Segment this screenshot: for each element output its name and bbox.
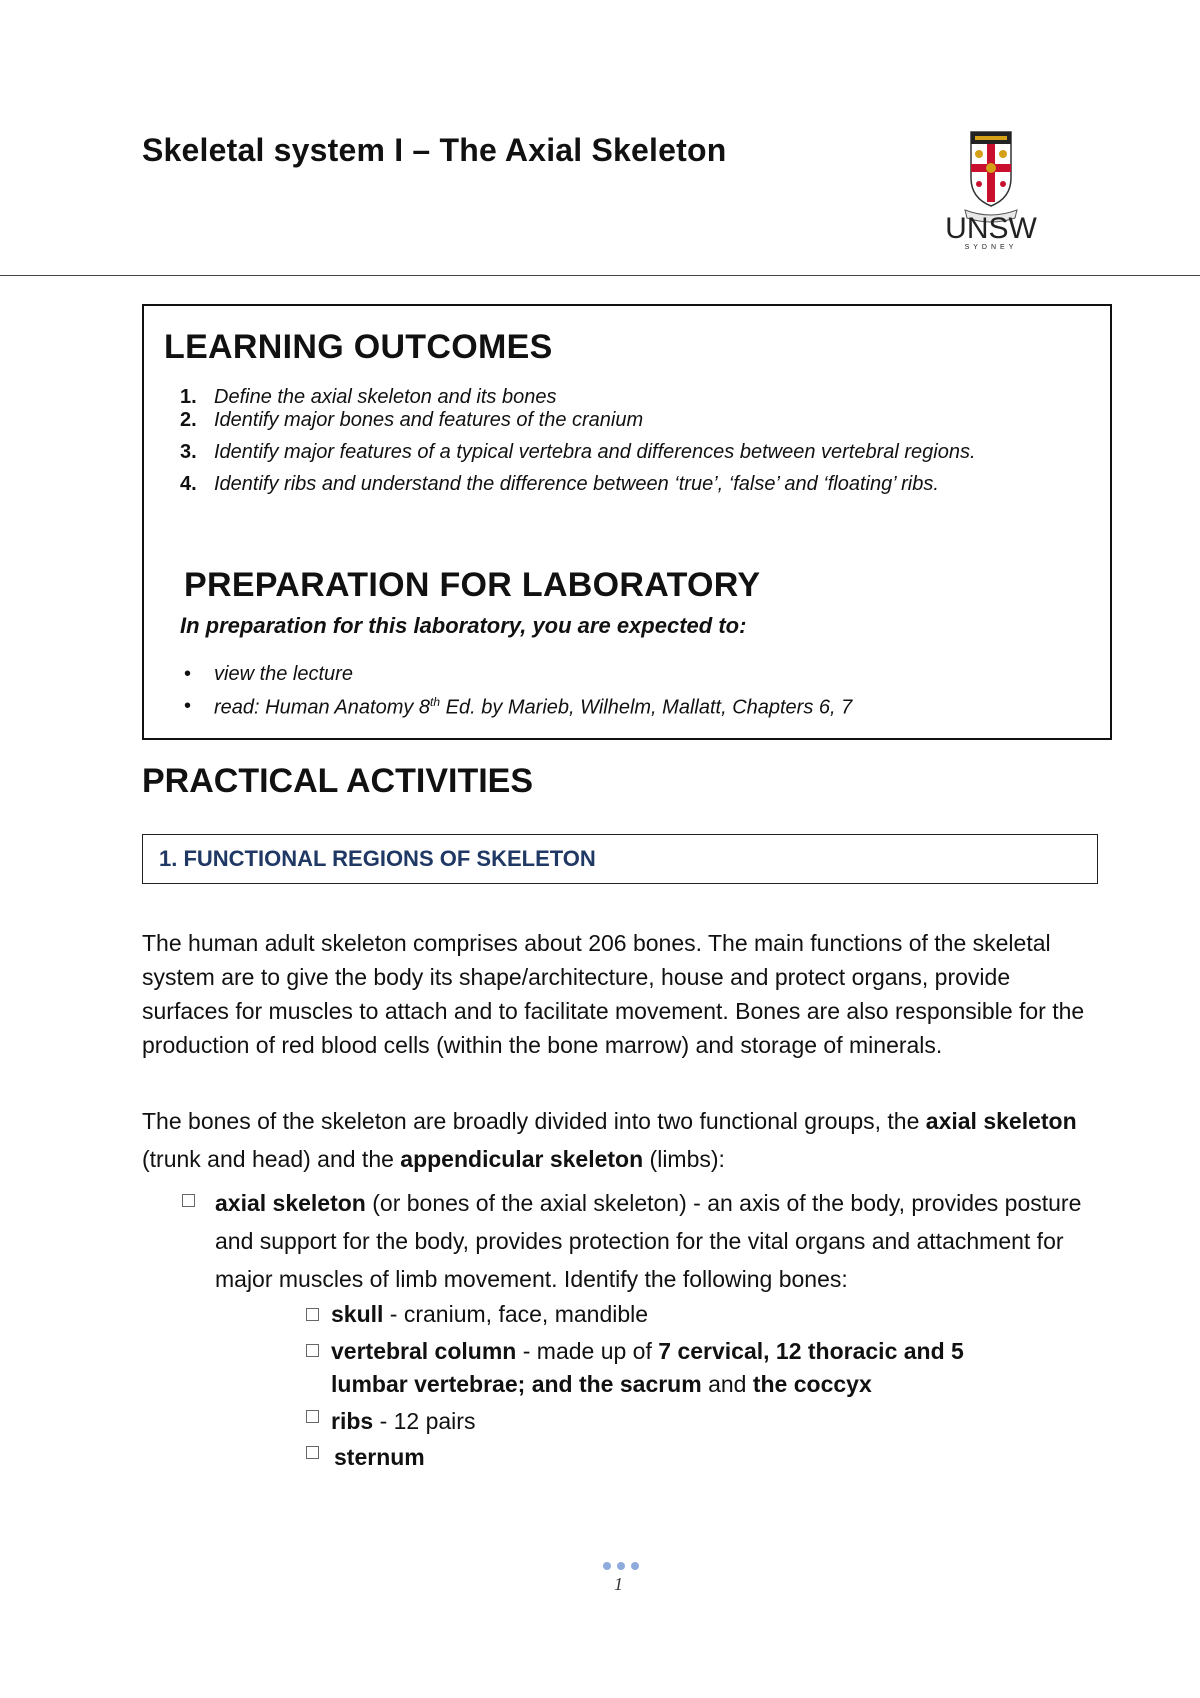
unsw-crest-icon bbox=[935, 128, 1047, 250]
groups-paragraph: The bones of the skeleton are broadly divided into two functional groups, the axial skeleton (trunk and head) and the appendicular skeleton (limbs): bbox=[142, 1108, 1077, 1172]
list-number: 1. bbox=[180, 386, 197, 408]
axial-skeleton-item: axial skeleton (or bones of the axial skeleton) - an axis of the body, provides posture and support for the body, provides protection for the vital organs and attachment for major muscles of limb movement. Identify the following bones: bbox=[215, 1190, 1082, 1292]
sternum-item: sternum bbox=[334, 1444, 425, 1470]
vertebral-column-item-cont: lumbar vertebrae; and the sacrum and the coccyx bbox=[331, 1371, 872, 1397]
checkbox-icon bbox=[306, 1446, 319, 1459]
practical-activities-heading: PRACTICAL ACTIVITIES bbox=[142, 762, 534, 800]
intro-paragraph: The human adult skeleton comprises about 206 bones. The main functions of the skeletal system are to give the body its shape/architecture, house and protect organs, provide surfaces for muscles to attach and to facilitate movement. Bones are also responsible for the production of red blood cells (within the bone marrow) and storage of minerals. bbox=[142, 930, 1085, 1058]
vertebral-column-item: vertebral column - made up of 7 cervical, 12 thoracic and 5 bbox=[331, 1338, 964, 1364]
footer-dots-icon bbox=[602, 1561, 644, 1571]
learning-outcomes-heading: LEARNING OUTCOMES bbox=[164, 328, 553, 366]
unsw-logo bbox=[935, 128, 1047, 250]
list-number: 3. bbox=[180, 441, 197, 463]
list-number: 4. bbox=[180, 473, 197, 495]
list-text: Identify major features of a typical vertebra and differences between vertebral regions. bbox=[214, 441, 976, 463]
list-text: read: Human Anatomy 8th Ed. by Marieb, Wilhelm, Mallatt, Chapters 6, 7 bbox=[214, 695, 853, 719]
ribs-item: ribs - 12 pairs bbox=[331, 1408, 476, 1434]
list-text: Identify ribs and understand the difference between ‘true’, ‘false’ and ‘floating’ ribs. bbox=[214, 473, 939, 495]
checkbox-icon bbox=[306, 1344, 319, 1357]
checkbox-icon bbox=[306, 1410, 319, 1423]
learning-outcomes-box bbox=[142, 304, 1112, 740]
checkbox-icon bbox=[306, 1308, 319, 1321]
bullet-icon: • bbox=[184, 663, 192, 685]
svg-text:SYDNEY: SYDNEY bbox=[964, 244, 1018, 250]
skull-item: skull - cranium, face, mandible bbox=[331, 1301, 649, 1327]
page-title: Skeletal system I – The Axial Skeleton bbox=[142, 132, 727, 168]
preparation-heading: PREPARATION FOR LABORATORY bbox=[184, 566, 761, 604]
section-title-box bbox=[142, 834, 1098, 884]
bullet-icon: • bbox=[184, 695, 192, 717]
list-text: Identify major bones and features of the cranium bbox=[214, 409, 644, 431]
section-title: 1. FUNCTIONAL REGIONS OF SKELETON bbox=[159, 846, 596, 871]
preparation-intro: In preparation for this laboratory, you are expected to: bbox=[180, 613, 747, 638]
checkbox-icon bbox=[182, 1194, 195, 1207]
list-text: view the lecture bbox=[214, 663, 353, 685]
page-number: 1 bbox=[614, 1574, 623, 1594]
svg-text:UNSW: UNSW bbox=[945, 212, 1037, 245]
header-divider bbox=[0, 275, 1200, 276]
list-number: 2. bbox=[180, 409, 197, 431]
list-text: Define the axial skeleton and its bones bbox=[214, 386, 557, 408]
